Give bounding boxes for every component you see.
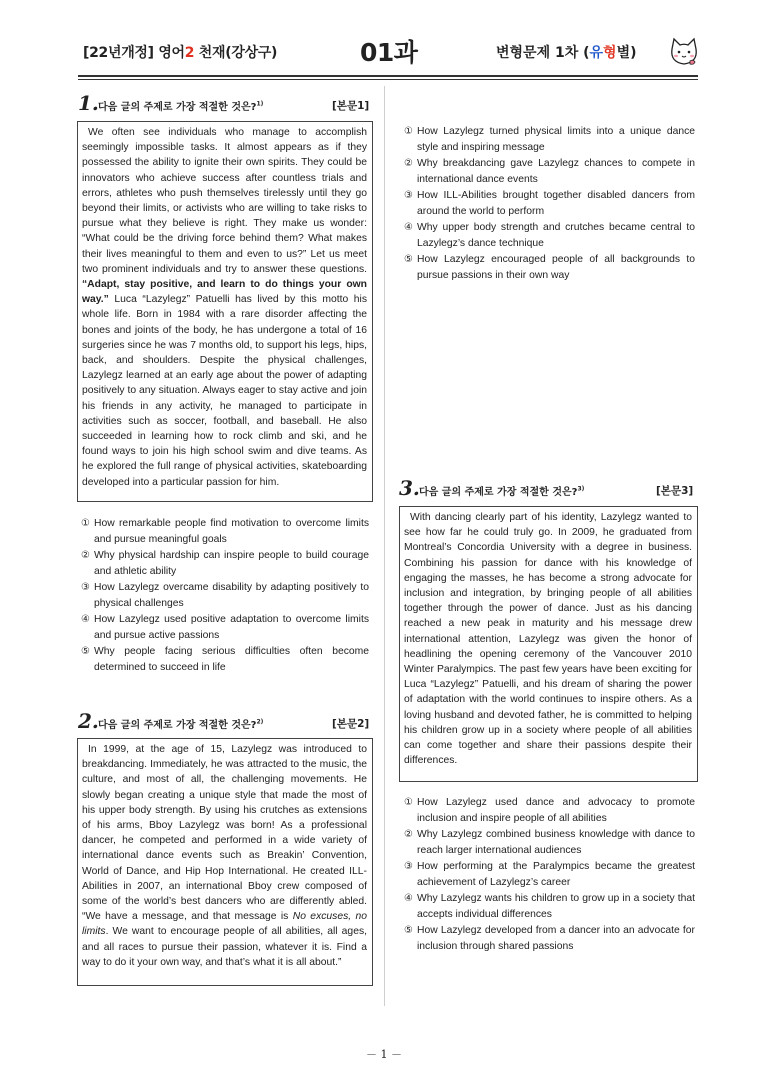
answer-option[interactable]: ① How Lazylegz used dance and advocacy to promote inclusion and inspire people of all abilities <box>404 797 695 824</box>
header-rule-thin <box>78 79 698 80</box>
header-type-prefix: 변형문제 1차 ( <box>496 45 590 61</box>
slogan-italic: No excuses, no limits <box>82 911 368 938</box>
passage-tag: [본문1] <box>332 100 370 112</box>
question-number: 1. <box>78 91 99 115</box>
answer-option[interactable]: ① How Lazylegz turned physical limits into a unique dance style and inspiring message <box>404 126 695 153</box>
question-prompt: 다음 글의 주제로 가장 적절한 것은?$^{1)}$ <box>98 100 264 113</box>
header-type-suffix: 별) <box>616 45 637 61</box>
header-left <box>83 42 277 62</box>
cat-mascot-icon <box>668 36 700 68</box>
answer-option[interactable]: ③ How ILL-Abilities brought together disabled dancers from around the world to perform <box>404 190 695 217</box>
question-prompt: 다음 글의 주제로 가장 적절한 것은?$^{2)}$ <box>98 718 264 731</box>
question-2-header <box>78 709 372 738</box>
footnote-marker: 3) <box>577 485 585 493</box>
passage-tag: [본문3] <box>656 485 694 497</box>
question-3-passage: With dancing clearly part of his identity, Lazylegz wanted to see how far he could truly go. In 2009, he graduated from Montreal’s Concordia University with a degree in business. Combining his passion for dance with his knowledge of engaging the masses, he has become a strong advocate for inclusion and integration, by bringing people of all abilities together through the power of dance. Just as his dancing reached a new peak in maturity and his message drew international attention, Lazylegz was given the honor of headlining the opening ceremony of the Vancouver 2010 Winter Paralympics. The past few years have been exciting for Luca “Lazylegz” Patuelli, and his dream of sharing the power of adaptation with the world continues to inspire others. As a loving husband and devoted father, he is committed to helping his children grow up in a society where people of all abilities can come together and share their passions despite their differences. <box>399 506 698 782</box>
header-course: [22년개정] 영어 <box>83 45 185 61</box>
answer-option[interactable]: ④ How Lazylegz used positive adaptation to overcome limits and pursue active passions <box>81 614 369 641</box>
question-prompt: 다음 글의 주제로 가장 적절한 것은?$^{3)}$ <box>419 485 585 498</box>
answer-option[interactable]: ③ How Lazylegz overcame disability by adapting positively to physical challenges <box>81 582 369 609</box>
answer-option[interactable]: ⑤ How Lazylegz encouraged people of all backgrounds to pursue passions in their own way <box>404 254 695 281</box>
answer-option[interactable]: ② Why breakdancing gave Lazylegz chances to compete in international dance events <box>404 158 695 185</box>
header-right <box>496 42 637 62</box>
answer-option[interactable]: ① How remarkable people find motivation to overcome limits and pursue meaningful goals <box>81 518 369 545</box>
question-3-options <box>404 795 695 955</box>
header-type-blue: 유 <box>589 45 604 61</box>
column-divider <box>384 86 385 1006</box>
answer-option[interactable]: ⑤ Why people facing serious difficulties often become determined to succeed in life <box>81 646 369 673</box>
header-course-accent: 2 <box>184 45 195 61</box>
question-number: 3. <box>399 476 420 500</box>
footnote-marker: 2) <box>256 718 264 726</box>
answer-option[interactable]: ⑤ How Lazylegz developed from a dancer into an advocate for inclusion through shared passions <box>404 925 695 952</box>
answer-option[interactable]: ③ How performing at the Paralympics became the greatest achievement of Lazylegz’s career <box>404 861 695 888</box>
lesson-title: 01과 <box>360 38 418 67</box>
question-number: 2. <box>78 709 99 733</box>
answer-option[interactable]: ② Why physical hardship can inspire people to build courage and athletic ability <box>81 550 369 577</box>
header-rule-thick <box>78 75 698 77</box>
question-1-options <box>81 516 369 676</box>
passage-tag: [본문2] <box>332 718 370 730</box>
header-publisher: 천재(강상구) <box>194 45 278 61</box>
question-2-passage: In 1999, at the age of 15, Lazylegz was introduced to breakdancing. Immediately, he was attracted to the music, the culture, and most of all, the challenging movements. He slowly began creating a unique style that made the most of his upper body strength. By using his crutches as extensions of his arms, Bboy Lazylegz was born! As a professional dancer, he competed and performed in a wide variety of international dance events such as Breakin’ Convention, World of Dance, and Hip Hop International. He created ILL-Abilities in 2007, an international Bboy crew composed of some of the world’s best dancers who are differently abled. “We have a message, and that message is No excuses, no limits. We want to encourage people of all abilities, all ages, and all races to pursue their passion, whatever it is. Find a way to do it your own way, and that’s what it is all about.” <box>77 738 373 986</box>
answer-option[interactable]: ② Why Lazylegz combined business knowledge with dance to reach larger international audiences <box>404 829 695 856</box>
question-2-options <box>404 124 695 284</box>
footnote-marker: 1) <box>256 100 264 108</box>
header-type-red: 형 <box>603 45 617 61</box>
answer-option[interactable]: ④ Why Lazylegz wants his children to grow up in a society that accepts individual differences <box>404 893 695 920</box>
question-3-header <box>399 476 696 505</box>
page-number: － 1 － <box>366 1048 402 1061</box>
question-1-passage: We often see individuals who manage to accomplish seemingly impossible tasks. It almost appears as if they possessed the ability to ignite their own spirits. They could be innovators who achieve success after countless trials and errors, athletes who push themselves tirelessly until they go beyond their limits, or activists who are willing to take risks to pursue what they believe is right. They make us wonder: “What could be the driving force behind them? What makes their lives meaningful to them and even to us?” Let us meet two prominent individuals and try to answer these questions. “Adapt, stay positive, and learn to do things your own way.” Luca “Lazylegz” Patuelli has lived by this motto his whole life. Born in 1984 with a rare disorder affecting the bones and joints of the body, he has undergone a total of 16 surgeries since he was 7 months old, to support his legs, hips, back, and shoulders. Despite the physical challenges, Lazylegz learned at an early age about the power of adapting positively to any situation. Always eager to stay active and join his friends in any activity, he managed to participate in activities such as soccer, football, and baseball. He also succeeded in learning how to rock climb and ski, and he found ways to join his high school swim and dive teams. As he explored the full range of physical activities, skateboarding developed into a particular passion for him. <box>77 121 373 502</box>
motto-highlight: “Adapt, stay positive, and learn to do things your own way.” <box>82 279 367 306</box>
question-1-header <box>78 91 372 120</box>
answer-option[interactable]: ④ Why upper body strength and crutches became central to Lazylegz’s dance technique <box>404 222 695 249</box>
